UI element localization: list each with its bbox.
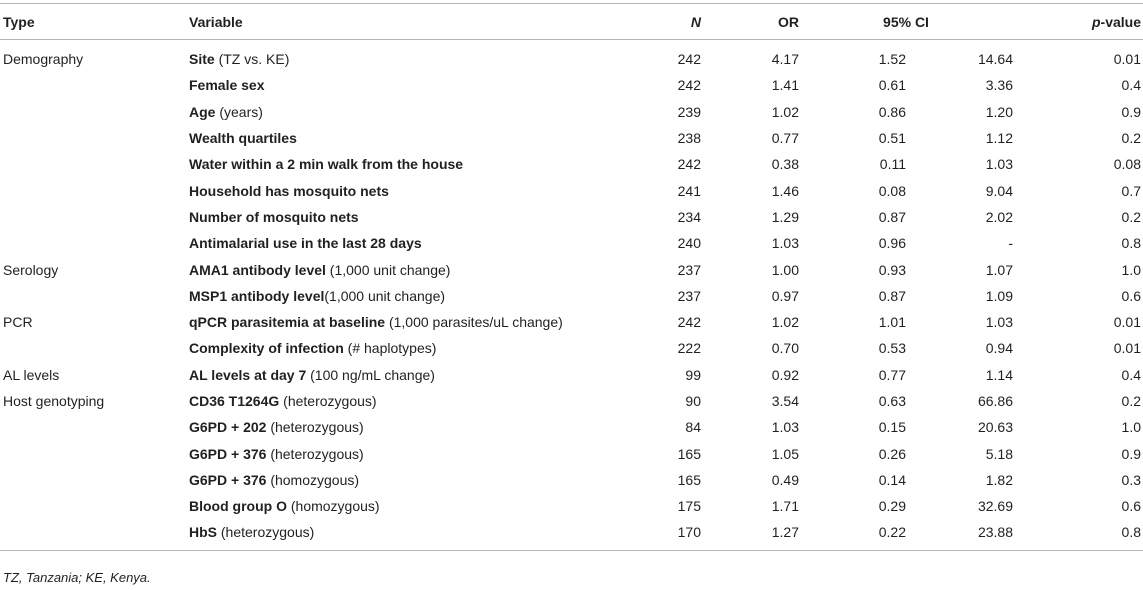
row-variable-name: Household has mosquito nets (189, 182, 389, 199)
row-p-value: 1.0 (1121, 261, 1141, 278)
row-variable-detail: (1,000 parasites/uL change) (385, 314, 563, 331)
row-n: 242 (677, 51, 701, 68)
row-p-value: 0.01 (1113, 340, 1141, 357)
row-ci-lower: 0.86 (878, 103, 906, 120)
row-variable-name: AMA1 antibody level (189, 261, 326, 278)
row-or: 0.97 (771, 287, 799, 304)
row-type (0, 440, 189, 466)
row-ci-upper: 0.94 (985, 340, 1013, 357)
header-p-suffix: -value (1100, 13, 1141, 30)
row-or: 1.05 (771, 445, 799, 462)
row-type (0, 230, 189, 256)
table-row (0, 283, 1143, 309)
row-ci-upper: 1.12 (985, 130, 1013, 147)
row-variable-detail: (heterozygous) (279, 393, 377, 409)
header-ci: 95% CI (799, 4, 1013, 40)
table-body (0, 40, 1143, 551)
row-p-value: 0.01 (1113, 51, 1141, 68)
row-p-value: 0.9 (1121, 445, 1141, 462)
table-row (0, 204, 1143, 230)
row-variable (189, 256, 663, 282)
row-ci-lower: 0.22 (799, 519, 906, 550)
row-variable-detail: (homozygous) (266, 471, 360, 488)
row-type (0, 493, 189, 519)
row-variable-detail: (100 ng/mL change) (306, 366, 435, 383)
row-ci-upper: 1.14 (985, 366, 1013, 383)
row-p-value: 0.6 (1121, 287, 1141, 304)
table-row (0, 414, 1143, 440)
row-variable-name: Site (189, 51, 215, 68)
table-row (0, 256, 1143, 282)
row-n: 238 (677, 130, 701, 147)
row-variable (189, 388, 663, 414)
row-or: 0.49 (771, 471, 799, 488)
row-variable-name: G6PD + 376 (189, 471, 267, 488)
row-n: 239 (677, 103, 701, 120)
table-row (0, 362, 1143, 388)
row-type (0, 72, 189, 98)
results-table (0, 3, 1143, 551)
row-p-value: 0.4 (1121, 77, 1141, 94)
row-ci-lower: 0.61 (878, 77, 906, 94)
row-or: 0.38 (771, 156, 799, 173)
row-p-value: 0.01 (1113, 314, 1141, 331)
row-or: 1.41 (771, 77, 799, 94)
row-ci-upper: 1.09 (985, 287, 1013, 304)
row-or: 1.71 (771, 498, 799, 515)
row-variable-name: Water within a 2 min walk from the house (189, 156, 464, 173)
table-row (0, 99, 1143, 125)
row-variable-detail: (1,000 unit change) (324, 287, 446, 304)
row-variable-detail: (homozygous) (286, 498, 380, 515)
row-or: 1.00 (771, 261, 799, 278)
row-variable (189, 99, 663, 125)
row-variable-detail: (heterozygous) (217, 524, 315, 541)
row-or: 1.03 (771, 419, 799, 436)
row-ci-upper: 2.02 (985, 208, 1013, 225)
row-ci-lower: 0.96 (878, 235, 906, 252)
row-variable (189, 151, 663, 177)
row-n: 240 (677, 235, 701, 252)
row-variable-detail: (1,000 unit change) (325, 261, 451, 278)
row-variable-name: Blood group O (189, 498, 287, 515)
row-p-value: 0.7 (1121, 182, 1141, 199)
row-type: PCR (3, 314, 33, 331)
row-variable (189, 440, 663, 466)
row-variable (189, 362, 663, 388)
row-variable-name: Female sex (189, 77, 265, 94)
row-or: 1.27 (701, 519, 799, 550)
row-variable-name: Wealth quartiles (189, 130, 297, 147)
row-or: 0.92 (771, 366, 799, 383)
row-n: 237 (677, 261, 701, 278)
row-n: 242 (677, 314, 701, 331)
header-p-italic: p (1091, 13, 1101, 30)
table-row (0, 230, 1143, 256)
row-variable (189, 467, 663, 493)
table-row (0, 151, 1143, 177)
row-n: 99 (685, 366, 701, 383)
row-variable-detail: (# haplotypes) (343, 340, 437, 357)
row-p-value: 0.6 (1121, 498, 1141, 515)
row-ci-upper: 1.03 (985, 156, 1013, 173)
row-or: 1.03 (771, 235, 799, 252)
row-variable (189, 177, 663, 203)
row-n: 84 (685, 419, 701, 436)
row-n: 222 (677, 340, 701, 357)
row-variable-name: Age (189, 103, 216, 120)
row-ci-upper: 9.04 (985, 182, 1013, 199)
row-ci-upper: 1.82 (985, 471, 1013, 488)
table-header-row (0, 4, 1143, 40)
row-ci-upper: 1.20 (985, 103, 1013, 120)
row-ci-lower: 1.52 (878, 51, 906, 68)
row-variable-detail: (TZ vs. KE) (214, 51, 290, 68)
row-type (0, 335, 189, 361)
row-type: AL levels (3, 366, 60, 383)
row-variable (189, 493, 663, 519)
row-ci-lower: 0.29 (878, 498, 906, 515)
table-row (0, 467, 1143, 493)
row-variable (189, 519, 663, 550)
row-type (0, 99, 189, 125)
table-row (0, 309, 1143, 335)
row-ci-lower: 0.87 (878, 208, 906, 225)
row-ci-upper: 1.03 (985, 314, 1013, 331)
table-row (0, 177, 1143, 203)
row-ci-lower: 0.53 (878, 340, 906, 357)
row-variable-name: AL levels at day 7 (189, 366, 307, 383)
row-ci-upper: 14.64 (977, 51, 1013, 68)
row-variable-name: HbS (189, 524, 217, 541)
row-type (0, 414, 189, 440)
row-variable (189, 283, 663, 309)
row-n: 165 (677, 471, 701, 488)
row-p-value: 0.08 (1113, 156, 1141, 173)
row-or: 1.02 (771, 314, 799, 331)
header-variable: Variable (189, 4, 663, 40)
row-ci-upper: - (1008, 235, 1013, 252)
row-n: 242 (677, 77, 701, 94)
row-variable-detail: (heterozygous) (266, 445, 364, 462)
row-type (0, 125, 189, 151)
table-row (0, 519, 1143, 550)
row-type (0, 283, 189, 309)
row-ci-upper: 20.63 (977, 419, 1013, 436)
row-n: 242 (677, 156, 701, 173)
row-ci-upper: 32.69 (977, 498, 1013, 515)
row-variable (189, 335, 663, 361)
row-p-value: 0.3 (1121, 471, 1141, 488)
row-ci-lower: 0.11 (879, 156, 906, 173)
row-p-value: 1.0 (1121, 419, 1141, 436)
row-variable-name: qPCR parasitemia at baseline (189, 314, 386, 331)
row-p-value: 0.8 (1121, 235, 1141, 252)
row-n: 237 (677, 287, 701, 304)
table-row (0, 72, 1143, 98)
row-or: 0.77 (771, 130, 799, 147)
row-ci-lower: 0.77 (878, 366, 906, 383)
row-or: 1.29 (771, 208, 799, 225)
header-or: OR (701, 4, 799, 40)
row-or: 1.02 (771, 103, 799, 120)
table-row (0, 125, 1143, 151)
row-variable (189, 40, 663, 73)
row-n: 175 (677, 498, 701, 515)
row-ci-lower: 0.87 (878, 287, 906, 304)
table-row (0, 388, 1143, 414)
row-variable-detail: (years) (215, 103, 263, 120)
row-n: 241 (677, 182, 701, 199)
row-type (0, 519, 189, 550)
row-or: 1.46 (771, 182, 799, 199)
row-ci-lower: 0.08 (878, 182, 906, 199)
row-ci-lower: 0.51 (878, 130, 906, 147)
row-variable-name: Antimalarial use in the last 28 days (189, 235, 422, 252)
row-n: 165 (677, 445, 701, 462)
row-variable-name: G6PD + 202 (189, 419, 267, 436)
row-variable (189, 414, 663, 440)
row-ci-lower: 0.26 (878, 445, 906, 462)
row-variable-name: G6PD + 376 (189, 445, 267, 462)
row-variable (189, 125, 663, 151)
row-p-value: 0.4 (1121, 366, 1141, 383)
table-row (0, 493, 1143, 519)
row-or: 4.17 (771, 51, 799, 68)
row-ci-upper: 1.07 (985, 261, 1013, 278)
row-ci-lower: 1.01 (878, 314, 906, 331)
row-ci-upper: 3.36 (985, 77, 1013, 94)
row-p-value: 0.2 (1121, 208, 1141, 225)
row-p-value: 0.8 (1013, 519, 1143, 550)
row-variable (189, 309, 663, 335)
row-n: 234 (677, 208, 701, 225)
table-row (0, 335, 1143, 361)
row-variable-name: Complexity of infection (189, 340, 344, 357)
row-variable (189, 72, 663, 98)
header-n: N (663, 4, 701, 40)
table-row (0, 440, 1143, 466)
row-n: 90 (685, 393, 701, 409)
row-ci-lower: 0.93 (878, 261, 906, 278)
row-type: Demography (3, 51, 84, 68)
row-type: Serology (3, 261, 59, 278)
row-ci-lower: 0.63 (878, 393, 906, 409)
row-variable-name: Number of mosquito nets (189, 208, 359, 225)
row-or: 0.70 (771, 340, 799, 357)
row-ci-lower: 0.14 (878, 471, 906, 488)
row-p-value: 0.2 (1121, 393, 1141, 409)
row-ci-lower: 0.15 (878, 419, 906, 436)
row-p-value: 0.9 (1121, 103, 1141, 120)
row-type (0, 151, 189, 177)
row-ci-upper: 5.18 (985, 445, 1013, 462)
header-type: Type (0, 4, 189, 40)
row-variable (189, 204, 663, 230)
footnote: TZ, Tanzania; KE, Kenya. (3, 570, 151, 585)
row-n: 170 (663, 519, 701, 550)
row-variable-detail: (heterozygous) (266, 419, 364, 436)
row-or: 3.54 (771, 393, 799, 409)
row-variable-name: CD36 T1264G (189, 393, 280, 409)
row-type: Host genotyping (3, 393, 105, 409)
row-ci-upper: 23.88 (906, 519, 1013, 550)
row-p-value: 0.2 (1121, 130, 1141, 147)
row-ci-upper: 66.86 (977, 393, 1013, 409)
row-type (0, 177, 189, 203)
header-p-value (1013, 4, 1143, 40)
row-variable-name: MSP1 antibody level (189, 287, 325, 304)
row-type (0, 204, 189, 230)
row-variable (189, 230, 663, 256)
row-type (0, 467, 189, 493)
table-row (0, 40, 1143, 73)
